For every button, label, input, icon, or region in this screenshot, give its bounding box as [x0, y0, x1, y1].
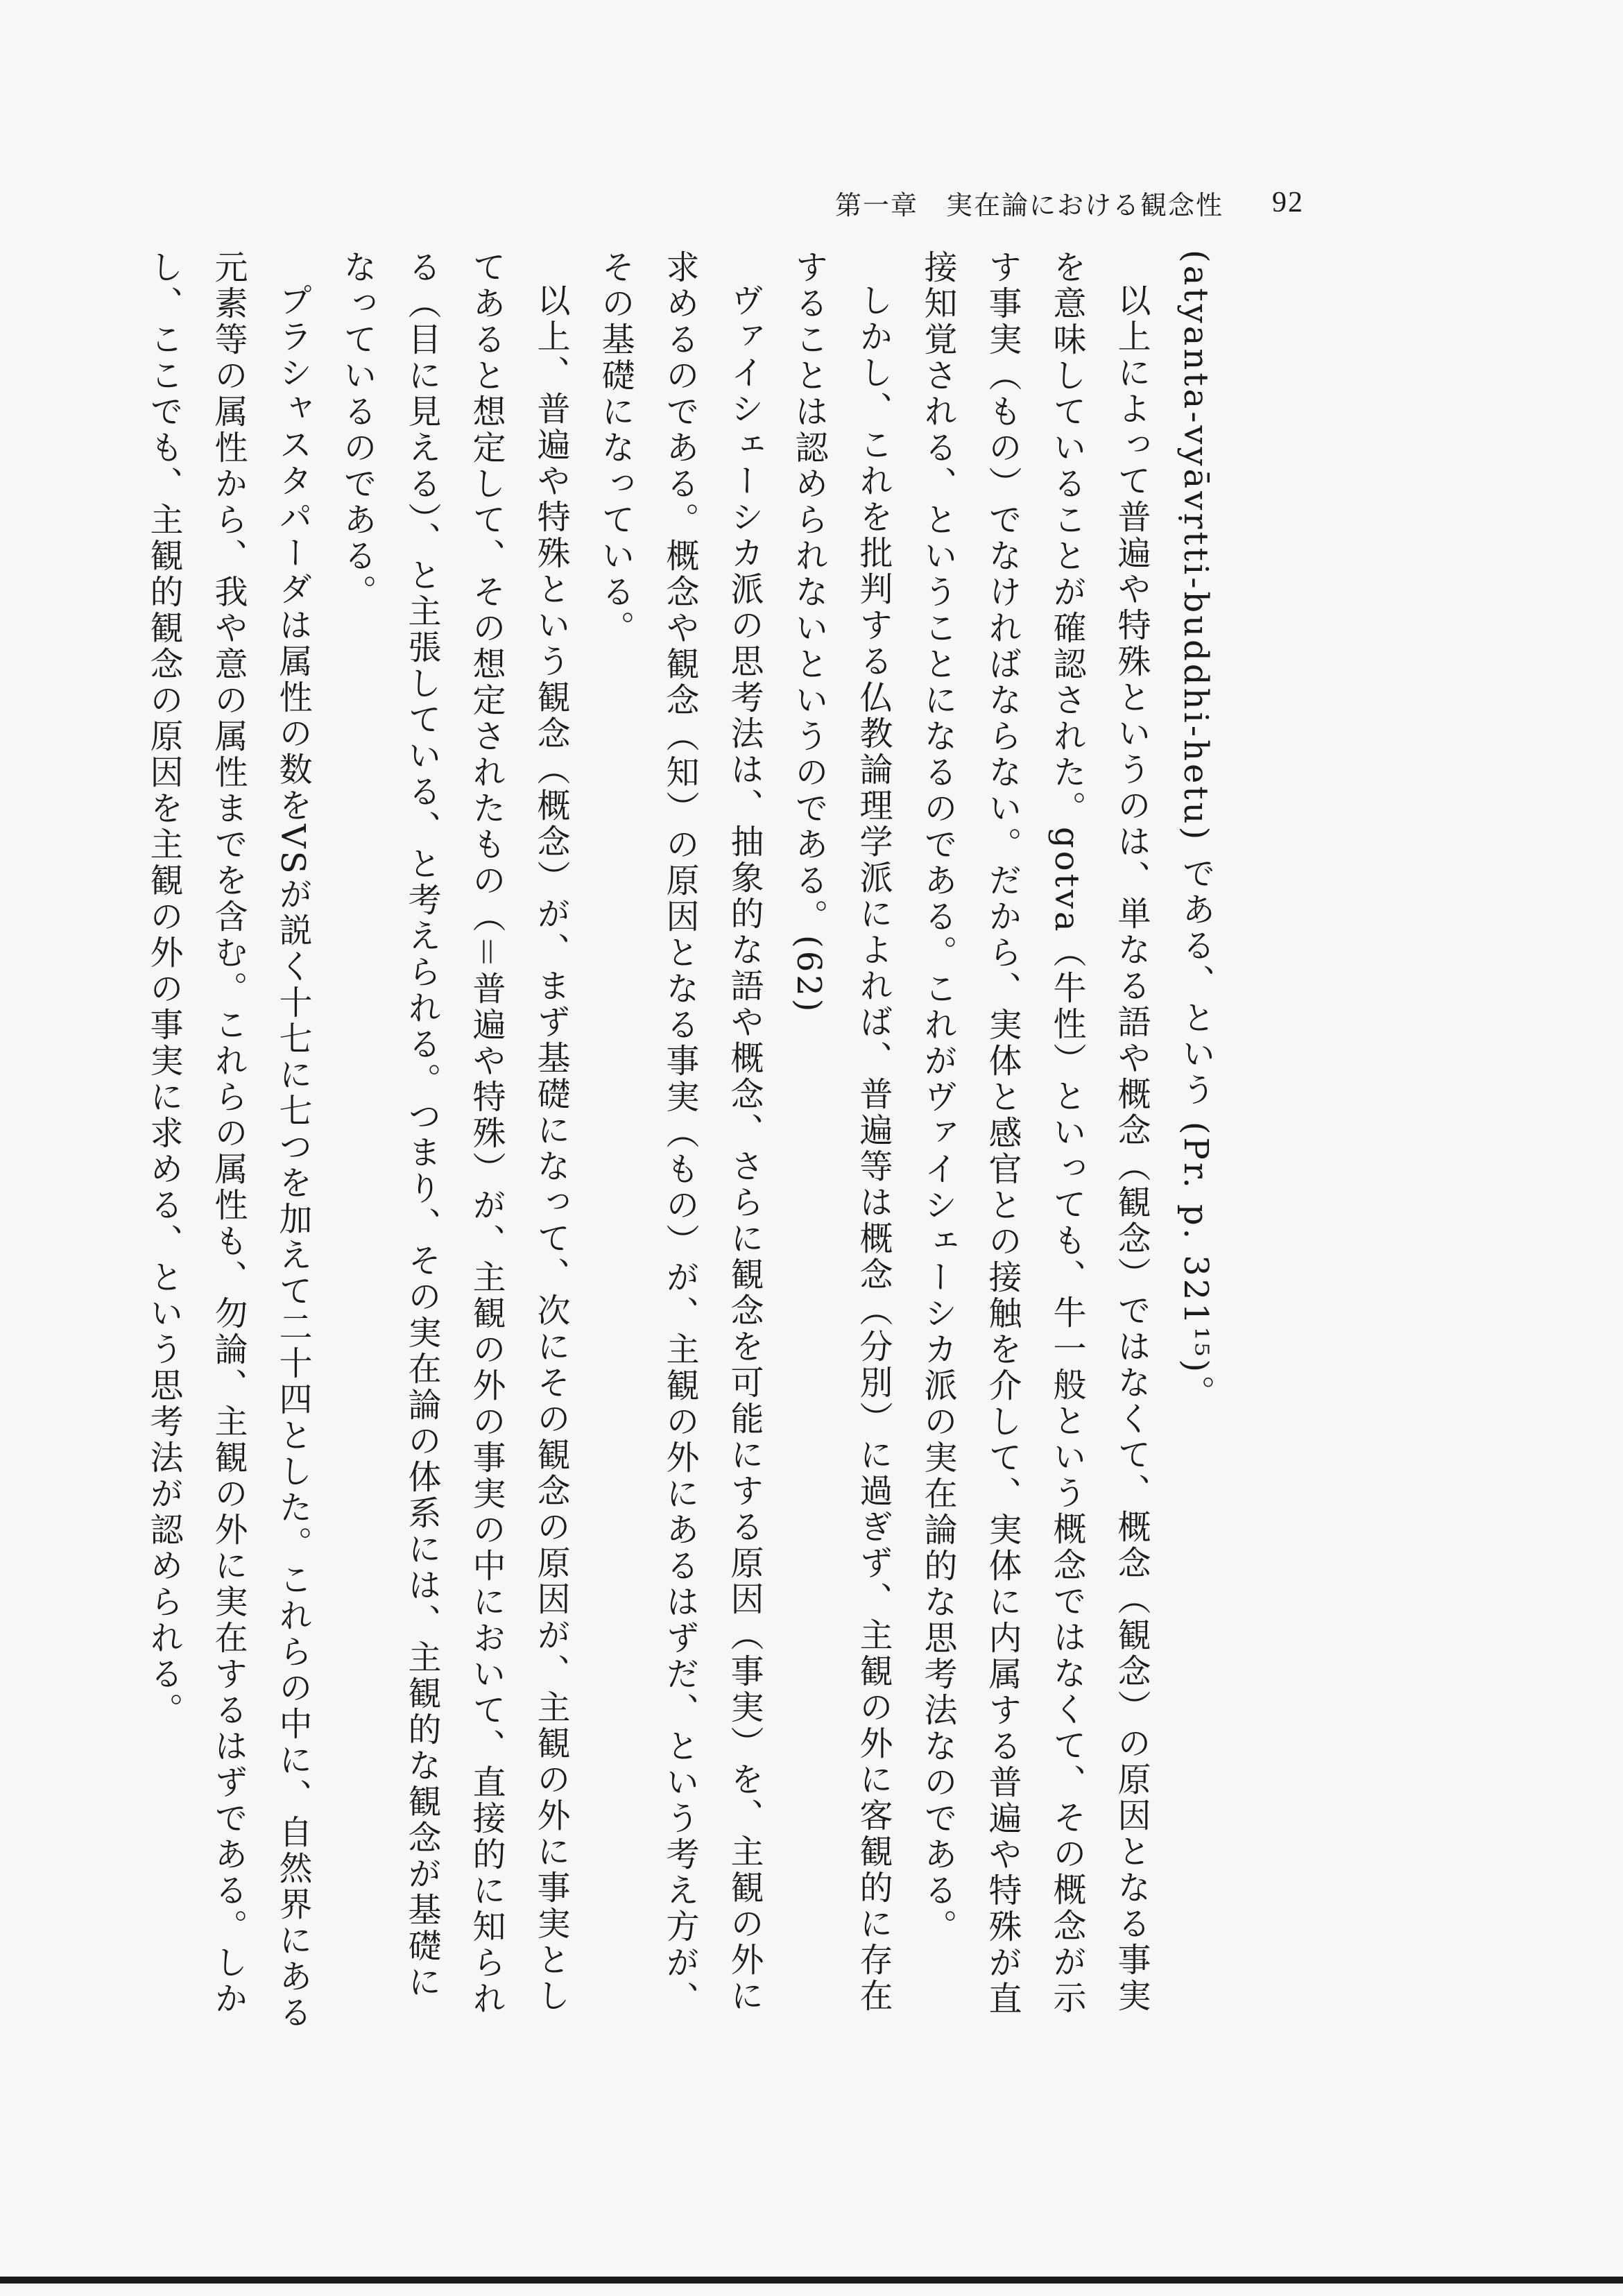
paragraph-4: ヴァイシェーシカ派の思考法は、抽象的な語や概念、さらに観念を可能にする原因（事実）を、主観の外に求めるのである。概念や観念（知）の原因となる事実（もの）が、主観の外にあるはずだ、という考え方が、その基礎になっている。	[596, 250, 764, 2017]
running-header	[805, 182, 1304, 223]
scan-edge-line	[0, 2277, 1623, 2284]
paragraph-3: しかし、これを批判する仏教論理学派によれば、普遍等は概念（分別）に過ぎず、主観の外に客観的に存在することは認められないというのである。(62)	[789, 250, 893, 2014]
paragraph-6: プラシャスタパーダは属性の数をVSが説く十七に七つを加えて二十四とした。これらの中に、自然界にある元素等の属性から、我や意の属性までを含む。これらの属性も、勿論、主観の外に実在するはずである。しかし、ここでも、主観的観念の原因を主観の外の事実に求める、という思考法が認められる。	[144, 250, 312, 2031]
body-text	[144, 250, 1228, 2032]
page-number: 92	[1272, 187, 1304, 219]
chapter-title: 第一章 実在論における観念性	[834, 189, 1223, 221]
paragraph-2: 以上によって普遍や特殊というのは、単なる語や概念（観念）ではなくて、概念（観念）の原因となる事実を意味していることが確認された。gotva（牛性）といっても、牛一般という概念ではなくて、その概念が示す事実（もの）でなければならない。だから、実体と感官との接触を介して、実体に内属する普遍や特殊が直接知覚される、ということになるのである。これがヴァイシェーシカ派の実在論的な思考法なのである。	[918, 250, 1151, 2017]
paragraph-5: 以上、普遍や特殊という観念（概念）が、まず基礎になって、次にその観念の原因が、主観の外に事実としてあると想定して、その想定されたもの（＝普遍や特殊）が、主観の外の事実の中において、直接的に知られる（目に見える）、と主張している、と考えられる。つまり、その実在論の体系には、主観的な観念が基礎になっているのである。	[338, 250, 570, 2017]
paragraph-1: (atyanta-vyāvṛtti-buddhi-hetu) である、という (Pr. p. 321¹⁵)。	[1176, 250, 1215, 1412]
